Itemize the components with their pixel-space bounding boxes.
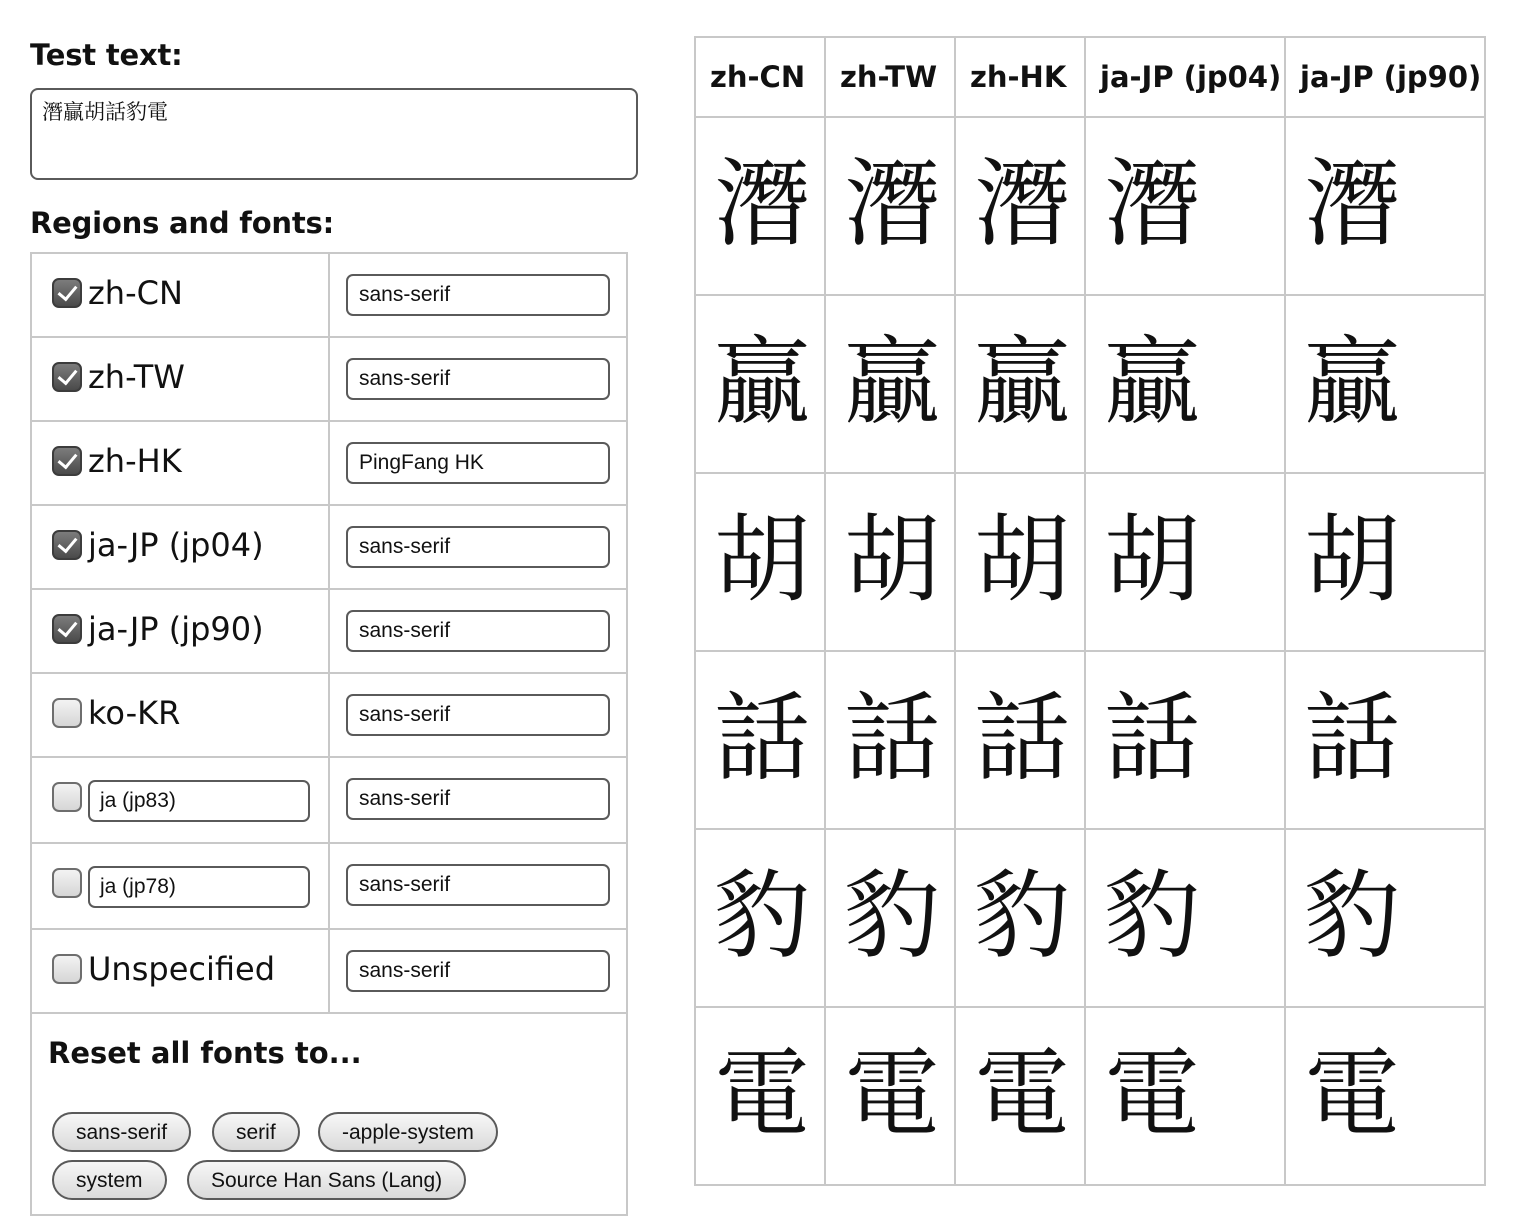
region-row [31, 843, 627, 929]
glyph-cell: 話 [1104, 682, 1200, 794]
glyph-cell: 豹 [974, 860, 1070, 972]
glyph-cell: 豹 [844, 860, 940, 972]
glyph-cell: 胡 [974, 504, 1070, 616]
glyph-cell: 電 [844, 1038, 940, 1150]
preview-row [695, 473, 1485, 651]
glyph-cell: 胡 [1104, 504, 1200, 616]
region-checkbox[interactable] [52, 530, 82, 560]
font-input[interactable]: sans-serif [346, 358, 610, 400]
font-input[interactable]: sans-serif [346, 274, 610, 316]
region-row [31, 505, 627, 589]
preview-column-header: ja-JP (jp04) [1085, 37, 1285, 117]
regions-label: Regions and fonts: [30, 206, 335, 240]
region-label: zh-CN [88, 274, 183, 312]
glyph-cell: 潛 [1104, 148, 1200, 260]
custom-region-input[interactable]: ja (jp83) [88, 780, 310, 822]
preview-row [695, 651, 1485, 829]
regions-table [30, 252, 628, 1216]
font-input[interactable]: sans-serif [346, 864, 610, 906]
glyph-cell: 贏 [844, 326, 940, 438]
region-checkbox[interactable] [52, 614, 82, 644]
test-text-label: Test text: [30, 38, 183, 72]
font-input[interactable]: sans-serif [346, 950, 610, 992]
font-input[interactable]: sans-serif [346, 694, 610, 736]
region-row [31, 253, 627, 337]
region-label: zh-HK [88, 442, 182, 480]
region-checkbox[interactable] [52, 782, 82, 812]
glyph-cell: 電 [714, 1038, 810, 1150]
region-label: ko-KR [88, 694, 181, 732]
region-checkbox[interactable] [52, 278, 82, 308]
glyph-cell: 話 [844, 682, 940, 794]
glyph-cell: 話 [714, 682, 810, 794]
preview-row [695, 1007, 1485, 1185]
region-checkbox[interactable] [52, 868, 82, 898]
glyph-cell: 電 [1304, 1038, 1400, 1150]
reset-apple-system-button[interactable]: -apple-system [318, 1112, 498, 1152]
glyph-cell: 贏 [1104, 326, 1200, 438]
font-input[interactable]: sans-serif [346, 610, 610, 652]
test-text-input[interactable]: 潛贏胡話豹電 [30, 88, 638, 180]
region-checkbox[interactable] [52, 954, 82, 984]
reset-title: Reset all fonts to... [48, 1036, 362, 1070]
preview-column-header: zh-CN [695, 37, 825, 117]
reset-serif-button[interactable]: serif [212, 1112, 300, 1152]
region-row [31, 929, 627, 1013]
glyph-cell: 胡 [714, 504, 810, 616]
preview-table [694, 36, 1486, 1186]
region-checkbox[interactable] [52, 446, 82, 476]
region-row [31, 337, 627, 421]
preview-row [695, 117, 1485, 295]
font-input[interactable]: sans-serif [346, 526, 610, 568]
glyph-cell: 贏 [714, 326, 810, 438]
glyph-cell: 豹 [714, 860, 810, 972]
glyph-cell: 豹 [1104, 860, 1200, 972]
region-row [31, 757, 627, 843]
glyph-cell: 電 [1104, 1038, 1200, 1150]
glyph-cell: 電 [974, 1038, 1070, 1150]
reset-row [31, 1013, 627, 1215]
custom-region-input[interactable]: ja (jp78) [88, 866, 310, 908]
reset-system-button[interactable]: system [52, 1160, 167, 1200]
reset-sans-serif-button[interactable]: sans-serif [52, 1112, 191, 1152]
region-label: ja-JP (jp90) [88, 610, 264, 648]
font-input[interactable]: sans-serif [346, 778, 610, 820]
region-label: Unspecified [88, 950, 276, 988]
glyph-cell: 贏 [974, 326, 1070, 438]
glyph-cell: 潛 [714, 148, 810, 260]
region-row [31, 673, 627, 757]
preview-column-header: zh-TW [825, 37, 955, 117]
glyph-cell: 潛 [974, 148, 1070, 260]
preview-row [695, 295, 1485, 473]
preview-header-row [695, 37, 1485, 117]
glyph-cell: 胡 [1304, 504, 1400, 616]
glyph-cell: 話 [1304, 682, 1400, 794]
glyph-cell: 話 [974, 682, 1070, 794]
preview-column-header: ja-JP (jp90) [1285, 37, 1485, 117]
glyph-cell: 贏 [1304, 326, 1400, 438]
region-checkbox[interactable] [52, 362, 82, 392]
region-label: ja-JP (jp04) [88, 526, 264, 564]
preview-row [695, 829, 1485, 1007]
font-input[interactable]: PingFang HK [346, 442, 610, 484]
region-label: zh-TW [88, 358, 185, 396]
region-row [31, 421, 627, 505]
region-row [31, 589, 627, 673]
glyph-cell: 胡 [844, 504, 940, 616]
glyph-cell: 潛 [1304, 148, 1400, 260]
reset-source-han-sans-button[interactable]: Source Han Sans (Lang) [187, 1160, 466, 1200]
region-checkbox[interactable] [52, 698, 82, 728]
preview-column-header: zh-HK [955, 37, 1085, 117]
glyph-cell: 豹 [1304, 860, 1400, 972]
glyph-cell: 潛 [844, 148, 940, 260]
